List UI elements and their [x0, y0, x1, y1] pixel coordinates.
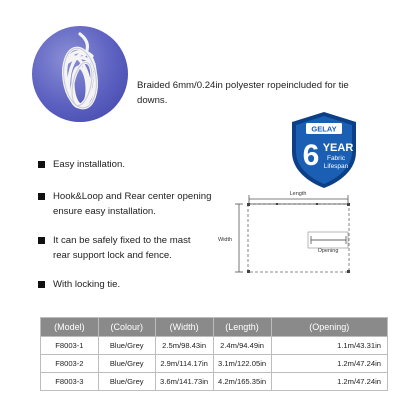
table-row — [41, 355, 388, 373]
feature-item — [38, 157, 125, 172]
feature-text: rear support lock and fence. — [53, 250, 172, 261]
feature-text: Hook&Loop and Rear center opening — [53, 191, 212, 202]
feature-text: Easy installation. — [53, 159, 125, 170]
feature-item — [38, 233, 191, 263]
cell-opening: 1.1m/43.31in — [271, 337, 387, 355]
cell-colour: Blue/Grey — [98, 373, 155, 391]
cell-opening: 1.2m/47.24in — [271, 355, 387, 373]
cell-model: F8003-2 — [41, 355, 99, 373]
dimension-diagram — [216, 186, 374, 278]
bullet-square-icon — [38, 161, 45, 168]
header-model: (Model) — [41, 318, 99, 337]
feature-item — [38, 189, 211, 219]
rope-image — [32, 26, 128, 122]
spec-table — [40, 317, 388, 391]
cell-model: F8003-3 — [41, 373, 99, 391]
feature-text: ensure easy installation. — [53, 206, 156, 217]
cell-length: 3.1m/122.05in — [213, 355, 271, 373]
badge-number: 6 — [302, 139, 320, 172]
rope-caption-line1: Braided 6mm/0.24in polyester ropeincluded for tie — [137, 80, 349, 91]
header-colour: (Colour) — [98, 318, 155, 337]
cell-colour: Blue/Grey — [98, 337, 155, 355]
badge-year: YEAR — [322, 142, 354, 154]
badge-line1: Fabric — [326, 155, 346, 162]
shield-icon — [288, 110, 360, 190]
length-label: Length — [289, 191, 307, 197]
cell-model: F8003-1 — [41, 337, 99, 355]
cell-width: 2.9m/114.17in — [155, 355, 213, 373]
rope-caption — [137, 78, 349, 108]
bullet-square-icon — [38, 281, 45, 288]
cell-length: 2.4m/94.49in — [213, 337, 271, 355]
opening-label: Opening — [317, 248, 339, 254]
table-header-row — [41, 318, 388, 337]
rope-coil-icon — [32, 26, 128, 122]
rope-caption-line2: downs. — [137, 95, 168, 106]
table-row — [41, 337, 388, 355]
bullet-square-icon — [38, 237, 45, 244]
width-label: Width — [218, 237, 233, 243]
feature-item — [38, 277, 120, 292]
lifespan-badge — [288, 110, 360, 190]
header-length: (Length) — [213, 318, 271, 337]
cell-width: 3.6m/141.73in — [155, 373, 213, 391]
cover-dimension-drawing — [216, 186, 374, 278]
header-opening: (Opening) — [271, 318, 387, 337]
badge-brand: GELAY — [311, 124, 337, 134]
bullet-square-icon — [38, 193, 45, 200]
cell-opening: 1.2m/47.24in — [271, 373, 387, 391]
cell-width: 2.5m/98.43in — [155, 337, 213, 355]
cell-colour: Blue/Grey — [98, 355, 155, 373]
feature-text: It can be safely fixed to the mast — [53, 235, 191, 246]
badge-line2: Lifespan — [323, 163, 349, 170]
table-row — [41, 373, 388, 391]
feature-text: With locking tie. — [53, 279, 121, 290]
header-width: (Width) — [155, 318, 213, 337]
cell-length: 4.2m/165.35in — [213, 373, 271, 391]
